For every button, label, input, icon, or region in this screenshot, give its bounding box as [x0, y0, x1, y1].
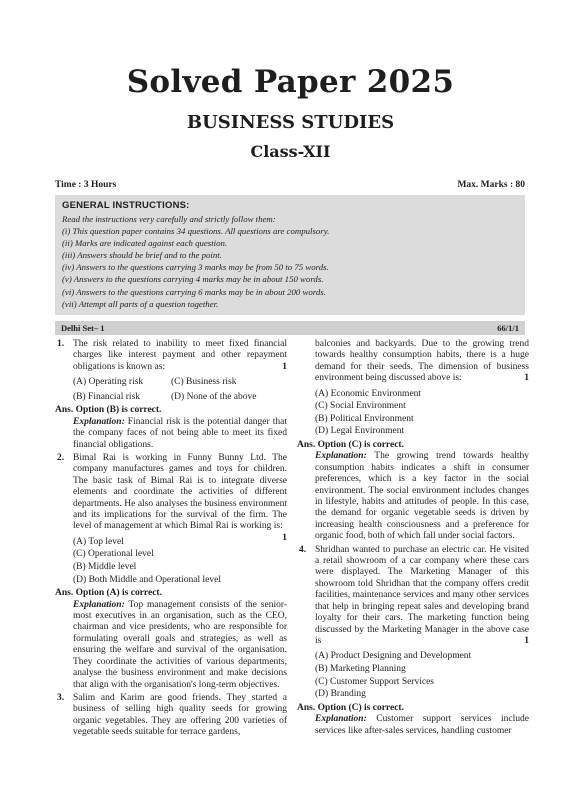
question-3-continued [297, 339, 529, 385]
instructions-heading: GENERAL INSTRUCTIONS: [62, 200, 190, 211]
option-d: (D) Legal Environment [315, 426, 405, 437]
option-d: (D) None of the above [171, 391, 257, 402]
question-number: 4. [299, 544, 307, 555]
set-code: 66/1/1 [497, 323, 519, 333]
options-grid [55, 376, 287, 403]
question-1 [55, 339, 287, 373]
subject-title: BUSINESS STUDIES [186, 112, 395, 133]
set-label: Delhi Set– 1 [61, 323, 105, 333]
question-mark: 1 [282, 361, 287, 372]
explanation-label: Explanation: [315, 714, 367, 725]
explanation-text: The growing trend towards healthy consumption habits indicates a shift in consumer preferences, which is a key factor in the social environment. The social environment includes changes in lifestyle, habits and attitudes of people. In this case, the demand for organic vegetable seeds is driven by increasing health consciousness and a preference for organic food, both of which fall under social factors. [315, 451, 529, 542]
explanation-label: Explanation: [315, 451, 367, 462]
answer-line: Ans. Option (B) is correct. [55, 405, 162, 416]
instruction-line: (v) Answers to the questions carrying 4 marks may be in about 150 words. [62, 274, 324, 285]
answer-line: Ans. Option (A) is correct. [55, 588, 162, 599]
question-number: 1. [57, 339, 65, 349]
option-b: (B) Political Environment [315, 413, 414, 424]
explanation-text: Financial risk is the potential danger that the company faces of not being able to meet its fixed financial obligations. [73, 416, 287, 450]
option-b: (B) Financial risk [73, 391, 141, 402]
explanation [55, 417, 287, 451]
exam-meta-row [55, 180, 525, 190]
options-list [55, 536, 287, 586]
question-mark: 1 [282, 532, 287, 543]
options-list [297, 650, 529, 700]
max-marks-label: Max. Marks : 80 [457, 180, 525, 190]
option-d: (D) Both Middle and Operational level [73, 574, 222, 585]
class-title: Class-XII [250, 142, 331, 161]
instruction-line: (vi) Answers to the questions carrying 6 marks may be in about 200 words. [62, 286, 326, 297]
right-column [297, 339, 529, 737]
question-number: 2. [57, 453, 65, 464]
option-c: (C) Social Environment [315, 401, 406, 412]
paper-title: Solved Paper 2025 [126, 64, 455, 100]
question-text: balconies and backyards. Due to the growing trend towards healthy consumption habits, there is a huge demand for their seeds. The dimension of business environment being discussed above is: [315, 339, 529, 384]
question-4 [297, 545, 529, 648]
option-c: (C) Business risk [171, 377, 237, 388]
general-instructions-box [55, 195, 525, 315]
question-3 [55, 693, 287, 739]
question-text: The risk related to inability to meet fixed financial charges like interest payment and other repayment obligations is known as: [73, 339, 287, 372]
option-c: (C) Customer Support Services [315, 676, 435, 687]
answer-line: Ans. Option (C) is correct. [297, 702, 404, 713]
explanation [297, 714, 529, 737]
option-c: (C) Operational level [73, 549, 154, 560]
question-text: Salim and Karim are good friends. They started a business of selling high quality seeds for growing organic vegetables. They are offering 200 varieties of vegetable seeds suitable for terrace gardens, [73, 692, 287, 738]
option-b: (B) Marketing Planning [315, 663, 406, 674]
question-text: Shridhan wanted to purchase an electric car. He visited a retail showroom of a car company where these cars were displayed. The Marketing Manager of this showroom told Shridhan that the company offers credit facilities, maintenance services and many other services that help in bringing repeat sales and developing brand loyalty for their cars. The marketing function being discussed by the Marketing Manager in the above case is [315, 544, 529, 646]
explanation-label: Explanation: [73, 416, 125, 427]
instruction-line: (iii) Answers should be brief and to the point. [62, 250, 222, 261]
set-bar [55, 321, 525, 335]
instruction-line: Read the instructions very carefully and strictly follow them: [62, 214, 276, 224]
question-mark: 1 [524, 635, 529, 646]
instruction-line: (i) This question paper contains 34 questions. All questions are compulsory. [62, 226, 330, 237]
instruction-line: (vii) Attempt all parts of a question together. [62, 298, 219, 309]
instruction-line: (iv) Answers to the questions carrying 3 marks may be from 50 to 75 words. [62, 262, 329, 273]
explanation-text: Top management consists of the senior-most executives in an organisation, such as the CEO, chairman and vice presidents, who are responsible for formulating overall goals and strategies, as well as ensuring the welfare and survival of the organisation. They coordinate the activities of various departments, analyse the business environment and make decisions that align with the organisation's long-term objectives. [73, 599, 287, 690]
instruction-line: (ii) Marks are indicated against each question. [62, 238, 228, 249]
left-column [55, 339, 287, 739]
explanation-label: Explanation: [73, 599, 125, 610]
option-a: (A) Operating risk [73, 377, 144, 388]
question-mark: 1 [524, 373, 529, 384]
option-a: (A) Economic Environment [315, 388, 422, 399]
option-b: (B) Middle level [73, 562, 137, 573]
question-number: 3. [57, 692, 65, 703]
explanation [55, 600, 287, 691]
answer-line: Ans. Option (C) is correct. [297, 440, 404, 450]
explanation-text: Customer support services include services like after-sales services, handling customer [315, 714, 529, 736]
option-d: (D) Branding [315, 689, 366, 700]
explanation [297, 451, 529, 542]
option-a: (A) Product Designing and Development [315, 651, 472, 662]
time-label: Time : 3 Hours [55, 180, 117, 190]
option-a: (A) Top level [73, 536, 124, 547]
question-text: Bimal Rai is working in Funny Bunny Ltd. The company manufactures games and toys for children. The basic task of Bimal Rai is to integrate diverse elements and coordinate the activities of different departments. He also analyses the business environment and its implications for the survival of the firm. The level of management at which Bimal Rai is working is: [73, 453, 287, 532]
options-list [297, 388, 529, 438]
